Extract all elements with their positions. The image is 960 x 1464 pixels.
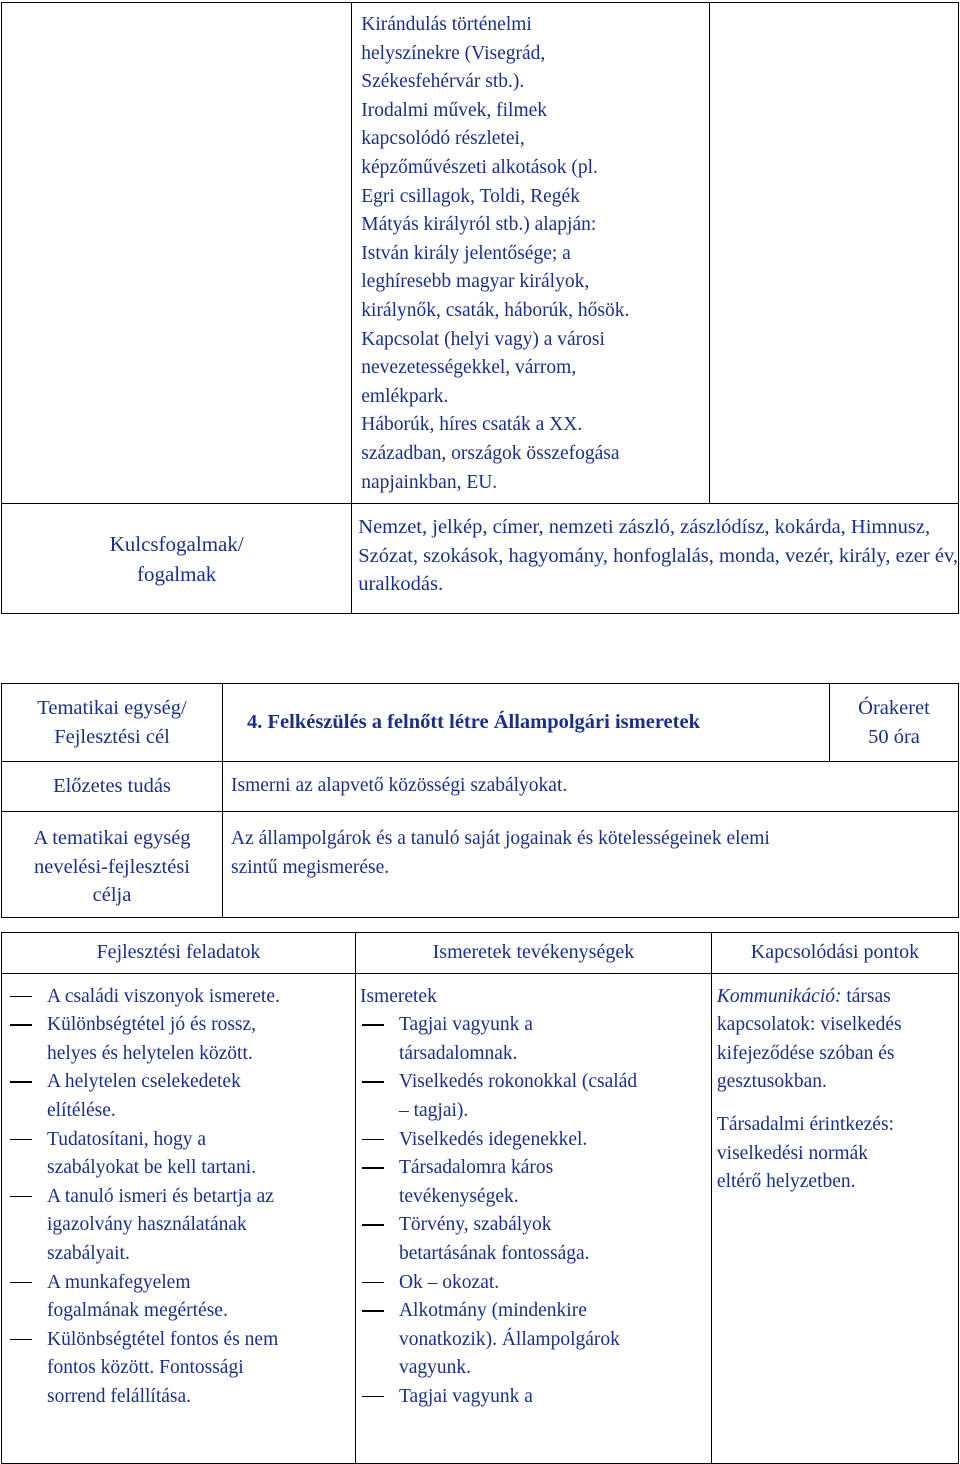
knowledge-item-line: Ok – okozat. (398, 1271, 500, 1293)
task-item-line: fogalmának megértése. (47, 1300, 228, 1322)
keywords-line: uralkodás. (358, 573, 444, 596)
task-item (2, 1326, 355, 1412)
content-line: helyszínekre (Visegrád, (361, 42, 546, 64)
knowledge-item-line: Viselkedés rokonokkal (család (398, 1071, 638, 1093)
empty-cell (709, 3, 958, 504)
content-line: Székesfehérvár stb.). (361, 71, 525, 93)
hours-label: Órakeret (858, 696, 930, 719)
header-tasks: Fejlesztési feladatok (2, 933, 356, 974)
goal-label (2, 812, 223, 918)
knowledge-item-line: Törvény, szabályok (398, 1214, 552, 1236)
task-item-line: szabályait. (47, 1242, 130, 1264)
goal-label-line: célja (92, 884, 132, 906)
header-connections: Kapcsolódási pontok (711, 933, 958, 974)
content-cell (352, 3, 709, 504)
connection-1-line: kifejeződése szóban és (716, 1042, 895, 1064)
content-line: napjainkban, EU. (361, 471, 498, 493)
unit-title (223, 684, 830, 762)
task-item (2, 983, 355, 1012)
task-item-line: A helytelen cselekedetek (47, 1071, 241, 1093)
knowledge-item-line: vonatkozik). Állampolgárok (398, 1328, 620, 1350)
hours-value: 50 óra (868, 725, 920, 748)
keywords-line: Szózat, szokások, hagyomány, honfoglalás, monda, vezér, király, ezer év, (358, 544, 958, 567)
connection-1-italic: Kommunikáció: (716, 985, 842, 1007)
connection-1-line: kapcsolatok: viselkedés (716, 1014, 902, 1036)
keywords-row (2, 504, 959, 614)
content-line: Mátyás királyról stb.) alapján: (361, 214, 597, 236)
goal-value (223, 812, 959, 918)
task-item-line: Tudatosítani, hogy a (47, 1128, 207, 1150)
tasks-header-row (2, 933, 959, 974)
knowledge-item-line: betartásának fontossága. (398, 1242, 590, 1264)
goal-label-line: A tematikai egység (33, 827, 191, 849)
task-item-line: helyes és helytelen között. (47, 1042, 253, 1064)
knowledge-item (360, 1126, 711, 1155)
task-item-line: A tanuló ismeri és betartja az (47, 1185, 274, 1207)
task-item-line: sorrend felállítása. (47, 1385, 192, 1407)
task-item-line: Különbségtétel jó és rossz, (47, 1014, 257, 1036)
task-item-line: elítélése. (47, 1099, 116, 1121)
connection-2-line: eltérő helyzetben. (716, 1171, 856, 1193)
keywords-value (352, 504, 959, 614)
knowledge-list (360, 1011, 711, 1411)
content-line: királynők, csaták, háborúk, hősök. (361, 299, 630, 321)
task-item (2, 1068, 355, 1125)
connection-2 (717, 1111, 958, 1197)
unit-label-line: Tematikai egység/ (37, 697, 187, 719)
connection-1 (717, 983, 958, 1097)
content-row (2, 3, 959, 504)
goal-value-line: szintű megismerése. (231, 856, 390, 878)
content-line: Irodalmi művek, filmek (361, 99, 548, 121)
header-knowledge: Ismeretek tevékenységek (355, 933, 711, 974)
knowledge-item-line: társadalomnak. (398, 1042, 518, 1064)
prior-label: Előzetes tudás (2, 762, 223, 812)
knowledge-heading: Ismeretek (359, 985, 437, 1007)
connection-1-line: társas (841, 985, 891, 1007)
knowledge-item-line: Tagjai vagyunk a (398, 1014, 533, 1036)
task-item-line: A családi viszonyok ismerete. (47, 985, 280, 1007)
unit-label (2, 684, 223, 762)
knowledge-item-line: – tagjai). (398, 1099, 469, 1121)
task-item-line: fontos között. Fontossági (47, 1357, 244, 1379)
connection-2-line: Társadalmi érintkezés: (716, 1113, 894, 1135)
tasks-body-row (2, 973, 959, 1463)
connection-2-line: viselkedési normák (716, 1142, 869, 1164)
knowledge-item (360, 1297, 711, 1383)
knowledge-item-line: Alkotmány (mindenkire (398, 1300, 587, 1322)
unit-row (2, 684, 959, 762)
keywords-label (2, 504, 352, 614)
unit-label-line: Fejlesztési cél (54, 725, 170, 748)
content-line: Háborúk, híres csaták a XX. (361, 414, 583, 436)
content-line: kapcsolódó részletei, (361, 128, 525, 150)
goal-label-line: nevelési-fejlesztési (34, 855, 190, 878)
goal-value-line: Az állampolgárok és a tanuló saját jogainak és kötelességeinek elemi (231, 828, 770, 849)
knowledge-item-line: Viselkedés idegenekkel. (398, 1128, 588, 1150)
content-line: Egri csillagok, Toldi, Regék (361, 185, 580, 207)
knowledge-item-line: Tagjai vagyunk a (398, 1385, 533, 1407)
content-line: nevezetességekkel, várrom, (361, 357, 577, 379)
task-item (2, 1126, 355, 1183)
connection-1-line: gesztusokban. (716, 1071, 827, 1093)
continuation-table (1, 2, 959, 614)
task-item (2, 1183, 355, 1269)
knowledge-item (360, 1383, 711, 1412)
task-item-line: igazolvány használatának (47, 1214, 247, 1236)
content-line: Kirándulás történelmi (361, 14, 532, 35)
content-line: században, országok összefogása (361, 442, 620, 464)
keywords-label-line: fogalmak (136, 561, 217, 586)
hours-cell (830, 684, 959, 762)
unit-title-text: 4. Felkészülés a felnőtt létre Állampolgári ismeretek (247, 710, 700, 733)
keywords-line: Nemzet, jelkép, címer, nemzeti zászló, zászlódísz, kokárda, Himnusz, (358, 516, 931, 539)
tasks-list (2, 983, 355, 1412)
task-item (2, 1269, 355, 1326)
knowledge-item (360, 1154, 711, 1211)
content-line: emlékpark. (361, 385, 449, 407)
knowledge-item (360, 1211, 711, 1268)
knowledge-item (360, 1068, 711, 1125)
tasks-table (1, 932, 959, 1464)
task-item-line: szabályokat be kell tartani. (47, 1157, 256, 1179)
knowledge-item-line: vagyunk. (398, 1357, 471, 1379)
task-item-line: A munkafegyelem (47, 1271, 191, 1293)
content-line: képzőművészeti alkotások (pl. (361, 156, 598, 178)
tasks-cell (2, 973, 356, 1463)
prior-row (2, 762, 959, 812)
content-text (352, 3, 708, 503)
empty-cell (2, 3, 352, 504)
unit-table (1, 683, 959, 918)
knowledge-item-line: Társadalomra káros (398, 1157, 554, 1179)
prior-value: Ismerni az alapvető közösségi szabályokat. (223, 762, 959, 812)
knowledge-item (360, 1011, 711, 1068)
goal-row (2, 812, 959, 918)
knowledge-item-line: tevékenységek. (398, 1185, 519, 1207)
task-item-line: Különbségtétel fontos és nem (47, 1328, 279, 1350)
knowledge-cell (355, 973, 711, 1463)
content-line: leghíresebb magyar királyok, (361, 271, 590, 293)
keywords-label-line: Kulcsfogalmak/ (109, 531, 244, 556)
knowledge-item (360, 1269, 711, 1298)
content-line: Kapcsolat (helyi vagy) a városi (361, 328, 605, 350)
task-item (2, 1011, 355, 1068)
connections-cell (711, 973, 958, 1463)
content-line: István király jelentősége; a (361, 242, 571, 264)
